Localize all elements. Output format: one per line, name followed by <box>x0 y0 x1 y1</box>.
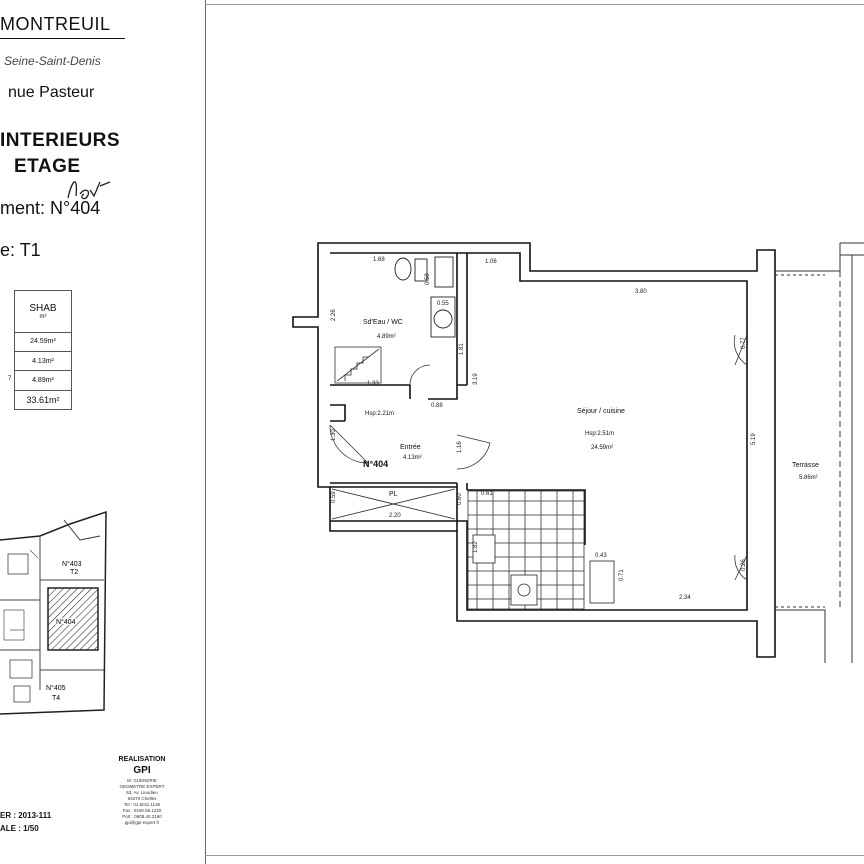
toilet <box>395 258 427 281</box>
svg-text:0.26: 0.26 <box>741 559 747 571</box>
floor-plan <box>285 235 864 670</box>
surface-table <box>14 290 72 410</box>
room-terrace-area: 5.86m² <box>799 475 818 481</box>
shab-unit: m² <box>39 313 47 320</box>
apartment-number: ment: N°404 <box>0 198 101 218</box>
scale: ALE : 1/50 <box>0 824 39 833</box>
building-key-plan <box>0 510 110 715</box>
city-name: MONTREUIL <box>0 14 111 34</box>
entry-height: Hsp:2.21m <box>365 411 395 417</box>
stamp-line: 93370 Chelles <box>127 796 157 801</box>
room-entry-area: 4.13m² <box>403 455 422 461</box>
table-cell: 24.59m² <box>15 332 72 351</box>
plan-title-line2: ETAGE <box>14 156 81 177</box>
shab-label: SHAB <box>29 302 57 314</box>
washbasin <box>431 257 455 337</box>
svg-text:0.58: 0.58 <box>425 273 431 285</box>
apartment-type: e: T1 <box>0 240 41 260</box>
title-block <box>0 0 205 864</box>
department-name: Seine-Saint-Denis <box>4 54 101 68</box>
svg-text:1.16: 1.16 <box>457 441 463 453</box>
plan-title-line1: INTERIEURS <box>0 130 121 151</box>
closet-label: PL <box>389 491 398 498</box>
file-number: ER : 2013-111 <box>0 811 52 820</box>
handwritten-lot-text: lot <box>122 180 124 181</box>
svg-text:3.80: 3.80 <box>635 289 647 295</box>
frame-bottom-line <box>205 855 864 856</box>
table-left-mark: 7 <box>8 376 12 382</box>
stamp-line: GEOMETRE EXPERT <box>119 784 165 789</box>
room-terrace-name: Terrasse <box>792 462 819 469</box>
svg-text:0.59: 0.59 <box>331 491 337 503</box>
table-left-column <box>0 290 15 410</box>
svg-text:0.55: 0.55 <box>437 301 449 307</box>
svg-text:3.19: 3.19 <box>473 373 479 385</box>
svg-text:2.20: 2.20 <box>389 513 401 519</box>
stamp-line: Fax : 0160.55.1220 <box>122 808 162 813</box>
svg-text:0.77: 0.77 <box>741 337 747 349</box>
cooktop <box>511 575 537 605</box>
svg-text:2.26: 2.26 <box>331 309 337 321</box>
key-plan-unit-405: N°405 <box>46 685 66 692</box>
table-header <box>15 291 72 333</box>
svg-text:0.71: 0.71 <box>619 569 625 581</box>
room-living-name: Séjour / cuisine <box>577 408 625 415</box>
table-cell: 4.13m² <box>15 352 72 371</box>
svg-text:2.34: 2.34 <box>679 595 691 601</box>
svg-text:0.43: 0.43 <box>595 553 607 559</box>
stamp-line: Port : 0608.40.3190 <box>122 814 162 819</box>
frame-top-line <box>205 4 864 5</box>
room-living-height: Hsp:2.51m <box>585 431 615 437</box>
stamp-line: gpi@gpi-expert.fr <box>124 820 160 825</box>
realisation-stamp <box>112 756 172 832</box>
svg-text:5.19: 5.19 <box>751 433 757 445</box>
key-plan-type-403: T2 <box>70 569 79 576</box>
room-living-area: 24.59m² <box>591 445 614 451</box>
svg-text:1.06: 1.06 <box>485 259 497 265</box>
city-underline <box>0 38 125 39</box>
table-cell: 4.89m² <box>15 371 72 390</box>
svg-text:1.33: 1.33 <box>367 381 379 387</box>
terrace-outline <box>775 243 864 663</box>
realisation-title: REALISATION <box>118 756 166 763</box>
svg-text:0.61: 0.61 <box>481 491 493 497</box>
unit-label: N°404 <box>363 459 389 469</box>
fridge <box>590 561 614 603</box>
svg-text:1.81: 1.81 <box>459 343 465 355</box>
stamp-line: 53, Av. Lieudieu <box>126 790 158 795</box>
shower <box>335 347 381 383</box>
table-total: 33.61m² <box>15 390 72 409</box>
street-address: nue Pasteur <box>8 84 95 101</box>
stamp-line: Tel : 01.6011.1136 <box>123 802 161 807</box>
stamp-line: M. GUENERIE <box>127 778 157 783</box>
svg-text:1.30: 1.30 <box>331 429 337 441</box>
room-bathroom-name: Sd'Eau / WC <box>363 319 403 326</box>
key-plan-type-405: T4 <box>52 695 61 702</box>
panel-divider <box>205 0 206 864</box>
svg-text:1.82: 1.82 <box>473 541 479 553</box>
key-plan-unit-404: N°404 <box>56 619 76 626</box>
svg-text:0.60: 0.60 <box>457 493 463 505</box>
key-plan-unit-403: N°403 <box>62 561 82 568</box>
company-name: GPI <box>133 765 151 776</box>
svg-text:1.68: 1.68 <box>373 257 385 263</box>
room-bathroom-area: 4.89m² <box>377 334 396 340</box>
room-entry-name: Entrée <box>400 444 421 451</box>
svg-text:0.88: 0.88 <box>431 403 443 409</box>
